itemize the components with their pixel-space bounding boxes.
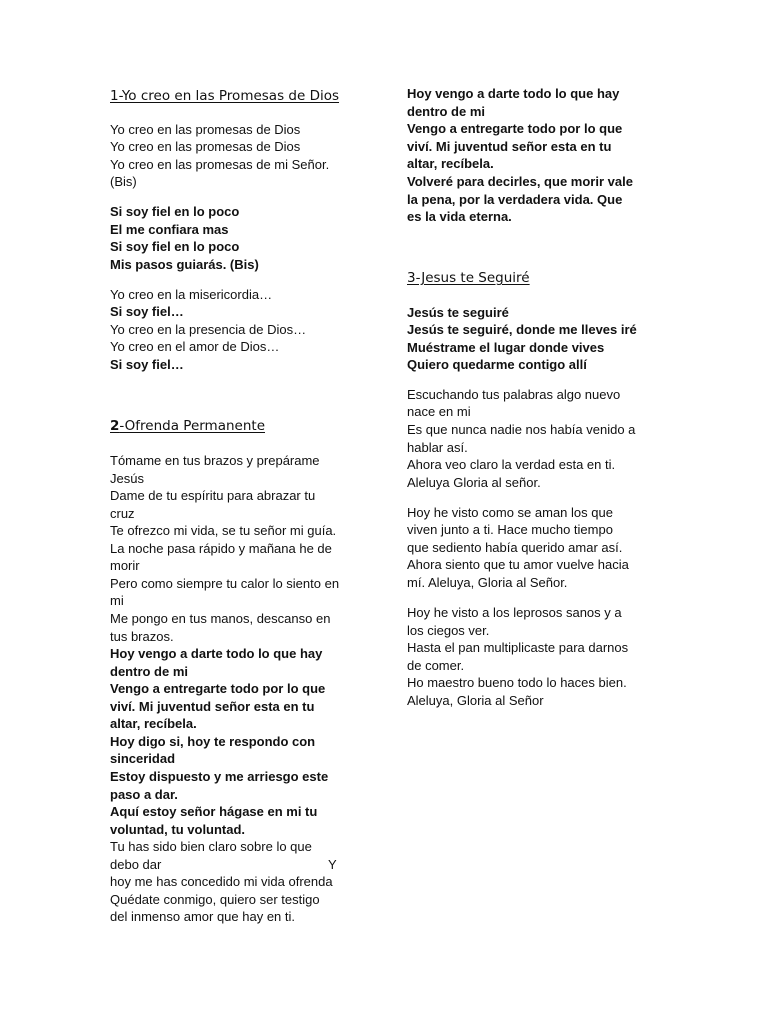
lyric-line: hablar así. [407,440,468,455]
lyric-line: mí. Aleluya, Gloria al Señor. [407,575,568,590]
lyric-line [110,645,322,662]
lyric-text: hoy me has concedido mi vida ofrenda [110,874,333,890]
lyric-text: Quédate conmigo, quiero ser testigo [110,891,320,907]
chorus-line: Quiero quedarme contigo allí [407,357,587,372]
lyric-line: es la vida eterna. [407,209,512,224]
lyric-line [110,803,317,820]
song-2-title-text: -Ofrenda Permanente [119,418,265,434]
lyric-line: Es que nunca nadie nos había venido a [407,422,636,437]
song-2-number: 2 [110,418,120,434]
lyric-line: nace en mi [407,404,471,419]
lyric-line [110,908,295,925]
lyric-line: Ahora veo claro la verdad esta en ti. [407,457,616,472]
lyric-line: Hasta el pan multiplicaste para darnos [407,640,629,655]
lyric-line: que sediento había querido amar así. [407,540,623,555]
lyric-line [110,768,328,785]
lyric-line [110,821,245,838]
lyric-line [110,733,315,750]
lyric-line [110,487,315,504]
lyric-text: Estoy dispuesto y me arriesgo este [110,768,329,784]
lyric-line: Aleluya Gloria al señor. [407,475,541,490]
lyric-line: Hoy vengo a darte todo lo que hay [407,86,620,101]
song-1-title: 1-Yo creo en las Promesas de Dios [110,88,340,104]
lyric-text: Tu has sido bien claro sobre lo que [110,839,312,855]
lyric-text: voluntad, tu voluntad. [110,821,246,837]
lyric-line [110,873,333,890]
lyric-text: Vengo a entregarte todo por lo que [110,681,326,697]
lyric-line: Yo creo en la presencia de Dios… [110,322,307,337]
lyric-line: Yo creo en las promesas de mi Señor. [110,157,330,172]
lyric-text: Dame de tu espíritu para abrazar tu [110,488,316,504]
song-3-title: 3-Jesus te Seguiré [407,270,530,286]
chorus-line: Mis pasos guiarás. (Bis) [110,257,259,272]
lyric-line: Yo creo en las promesas de Dios [110,122,301,137]
lyric-text: Jesús [110,470,144,486]
chorus-line: El me confiara mas [110,222,229,237]
lyric-text: Hoy vengo a darte todo lo que hay [110,646,323,661]
lyric-line: Yo creo en el amor de Dios… [110,339,280,354]
lyric-text: mi [110,593,124,609]
lyric-line: dentro de mi [407,104,486,119]
lyric-line: Si soy fiel… [110,304,184,319]
lyric-line [110,856,337,873]
lyric-line [110,698,314,715]
lyric-line: Si soy fiel… [110,357,184,372]
lyric-line: Hoy he visto a los leprosos sanos y a [407,605,622,620]
lyric-text: Pero como siempre tu calor lo siento en [110,575,340,591]
lyric-text: Aquí estoy señor hágase en mi tu [110,804,318,819]
lyric-line [110,505,135,522]
lyric-line: Vengo a entregarte todo por lo que [407,121,623,136]
lyric-line [110,452,320,469]
lyric-line: viví. Mi juventud señor esta en tu [407,139,612,154]
lyric-text: Me pongo en tus manos, descanso en [110,611,331,626]
lyric-text: tus brazos. [110,628,174,644]
lyric-line: Ahora siento que tu amor vuelve hacia [407,557,629,572]
lyric-line: Ho maestro bueno todo lo haces bien. [407,675,627,690]
lyric-line [110,628,174,645]
chorus-line: Muéstrame el lugar donde vives [407,340,605,355]
lyric-text: del inmenso amor que hay en ti. [110,909,295,925]
lyric-text: debo dar [110,856,162,872]
lyric-text: viví. Mi juventud señor esta en tu [110,698,315,714]
lyric-line: los ciegos ver. [407,623,490,638]
lyric-line: viven junto a ti. Hace mucho tiempo [407,522,613,537]
lyric-line: (Bis) [110,174,137,189]
lyric-line: Yo creo en las promesas de Dios [110,139,301,154]
lyric-line: Aleluya, Gloria al Señor [407,693,544,708]
lyric-line [110,540,332,557]
lyric-line [110,786,178,803]
lyric-line: de comer. [407,658,465,673]
lyric-line: Volveré para decirles, que morir vale [407,174,633,189]
lyric-line [110,557,140,574]
lyric-line [110,575,339,592]
lyric-line [110,680,325,697]
lyric-line: Hoy he visto como se aman los que [407,505,613,520]
song-2-title [110,418,265,435]
lyric-line [110,715,197,732]
lyric-line: altar, recíbela. [407,156,494,171]
lyric-line [110,891,320,908]
lyric-line [110,470,144,487]
lyric-line: la pena, por la verdadera vida. Que [407,192,623,207]
lyric-text: La noche pasa rápido y mañana he de [110,540,332,556]
lyric-text: morir [110,558,140,574]
lyric-line [110,592,124,609]
chorus-line: Jesús te seguiré, donde me lleves iré [407,322,637,337]
lyric-text: sinceridad [110,751,176,767]
lyric-line [110,663,188,680]
lyric-line [110,522,336,539]
lyric-line [110,838,312,855]
lyric-text: Hoy digo si, hoy te respondo con [110,733,316,749]
lyric-text: paso a dar. [110,786,178,802]
lyric-line [110,750,175,767]
chorus-line: Si soy fiel en lo poco [110,239,240,254]
lyric-line [110,610,330,627]
lyric-text: Tómame en tus brazos y prepárame [110,453,320,468]
lyric-text: altar, recíbela. [110,716,197,732]
lyric-text: Te ofrezco mi vida, se tu señor mi guía. [110,523,337,539]
lyric-text: cruz [110,505,135,521]
chorus-line: Jesús te seguiré [407,305,509,320]
chorus-line: Si soy fiel en lo poco [110,204,240,219]
lyric-text: dentro de mi [110,663,189,679]
lyric-trailing-text: Y [328,856,337,872]
lyric-line: Yo creo en la misericordia… [110,287,273,302]
lyric-line: Escuchando tus palabras algo nuevo [407,387,621,402]
